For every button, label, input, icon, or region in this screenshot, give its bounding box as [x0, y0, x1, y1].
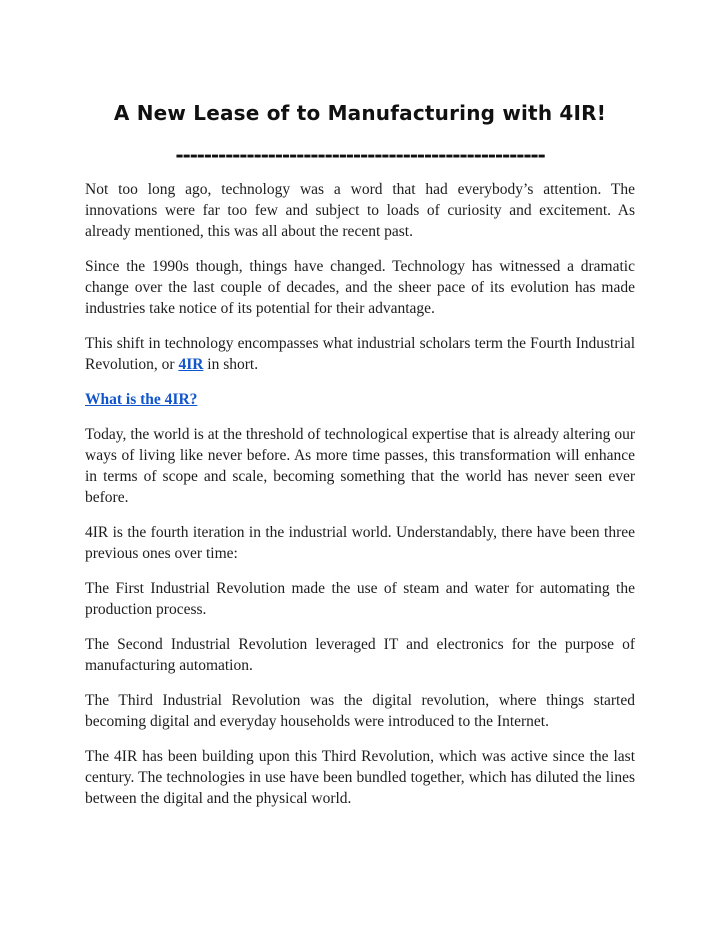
what-is-4ir-link[interactable]: What is the 4IR? [85, 391, 198, 408]
4ir-link[interactable]: 4IR [178, 356, 204, 373]
paragraph-1990s: Since the 1990s though, things have changed. Technology has witnessed a dramatic change over the last couple of decades, and the sheer pace of its evolution has made industries take notice of its potential for their advantage. [85, 258, 635, 317]
paragraph-intro: Not too long ago, technology was a word that had everybody’s attention. The innovations were far too few and subject to loads of curiosity and excitement. As already mentioned, this was all about the recent past. [85, 181, 635, 240]
document-body [85, 179, 635, 809]
paragraph-text-after-link: in short. [203, 356, 259, 373]
paragraph-4ir-building: The 4IR has been building upon this Third Revolution, which was active since the last century. The technologies in use have been bundled together, which has diluted the lines between the digital and the physical world. [85, 748, 635, 807]
paragraph-fourth-revolution [85, 333, 635, 375]
paragraph-third-revolution: The Third Industrial Revolution was the digital revolution, where things started becoming digital and everyday households were introduced to the Internet. [85, 692, 635, 730]
paragraph-second-revolution: The Second Industrial Revolution leveraged IT and electronics for the purpose of manufacturing automation. [85, 636, 635, 674]
paragraph-threshold: Today, the world is at the threshold of technological expertise that is already altering our ways of living like never before. As more time passes, this transformation will enhance in terms of scope and scale, becoming something that the world has never seen ever before. [85, 426, 635, 506]
section-heading [85, 389, 635, 410]
document-page [85, 0, 635, 823]
paragraph-text-before-link: This shift in technology encompasses what industrial scholars term the Fourth Industrial Revolution, or [85, 335, 635, 373]
paragraph-first-revolution: The First Industrial Revolution made the use of steam and water for automating the production process. [85, 580, 635, 618]
title-separator: ---------------------------------------------------- [175, 143, 545, 167]
document-title: A New Lease of to Manufacturing with 4IR! [113, 101, 607, 125]
paragraph-fourth-iteration: 4IR is the fourth iteration in the industrial world. Understandably, there have been three previous ones over time: [85, 524, 635, 562]
